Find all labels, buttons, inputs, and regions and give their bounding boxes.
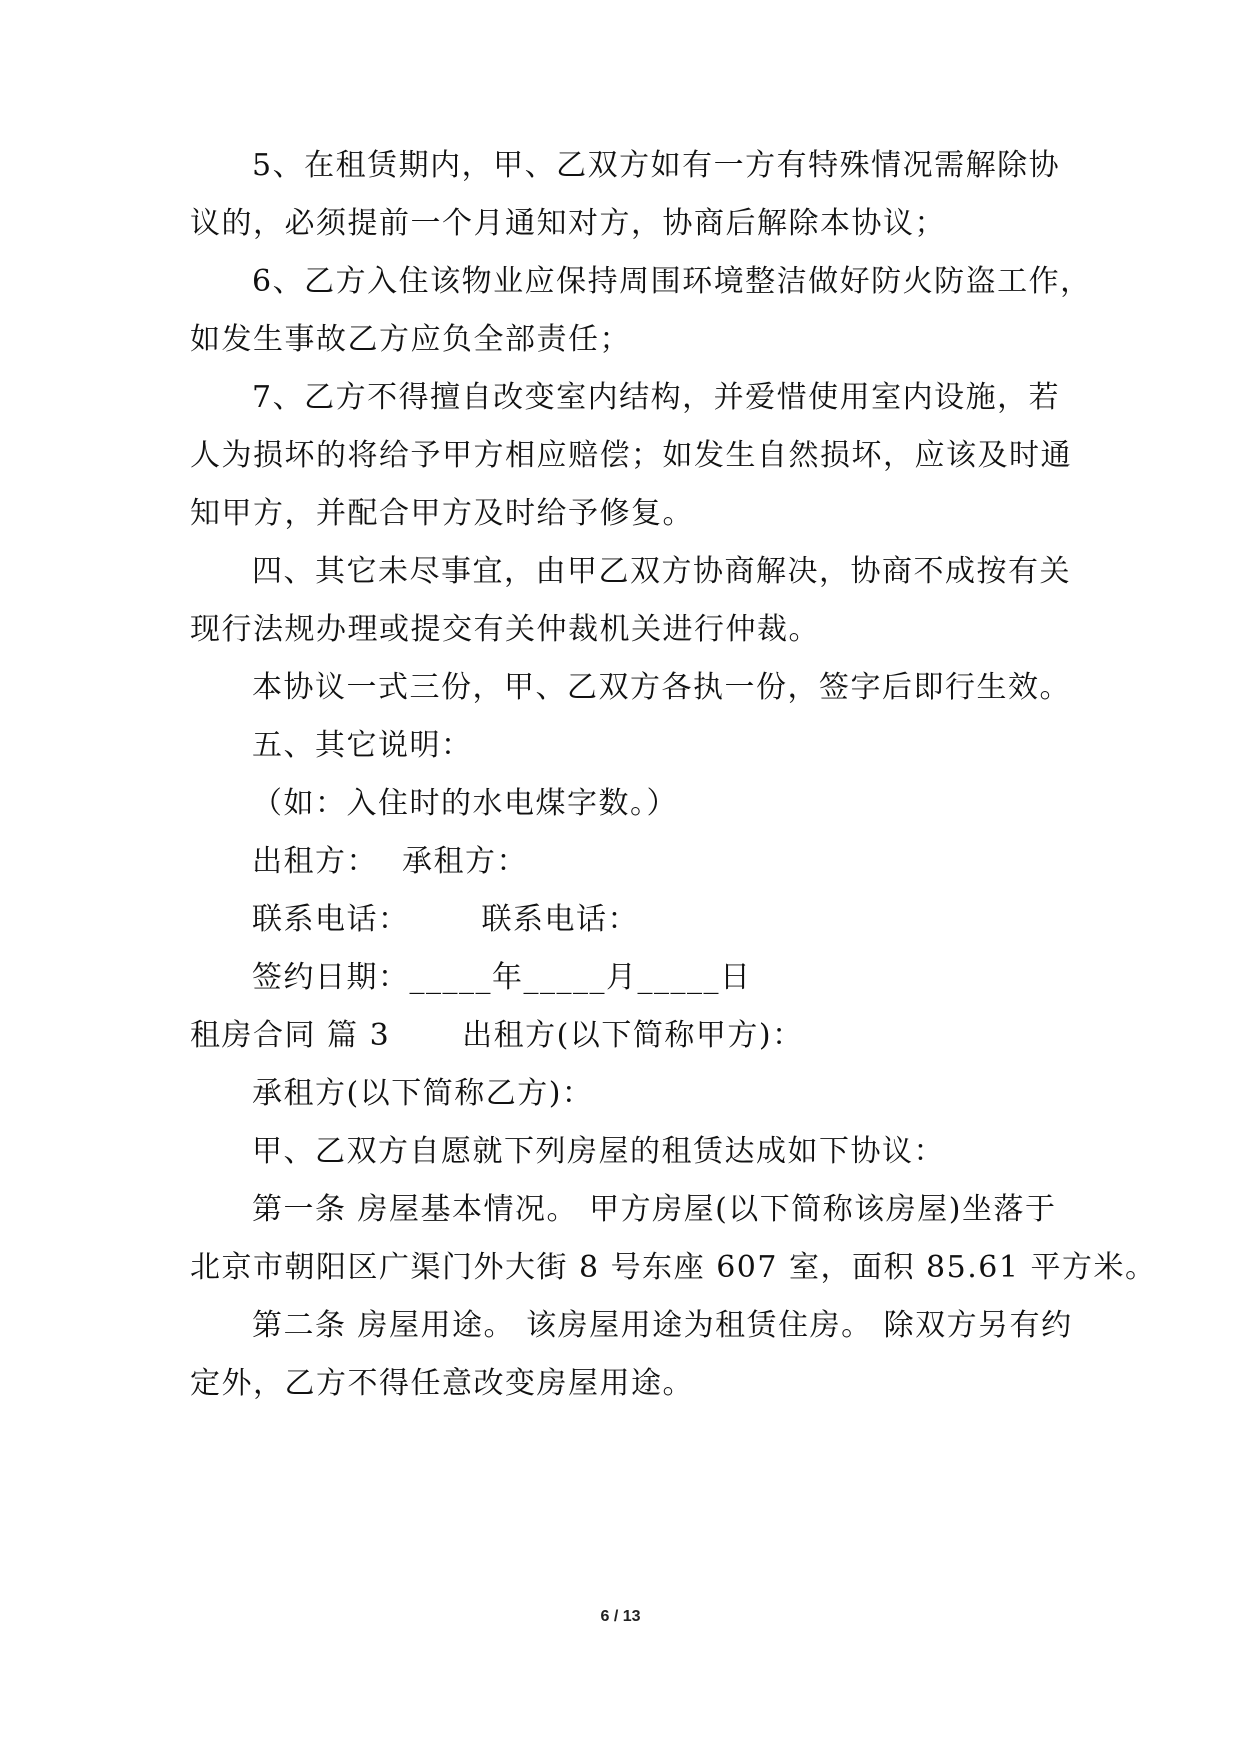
paragraph-line: 议的，必须提前一个月通知对方，协商后解除本协议； [190,206,946,241]
paragraph-line: 5、在租赁期内，甲、乙双方如有一方有特殊情况需解除协 [252,148,1061,183]
article-2-line: 第二条 房屋用途。 该房屋用途为租赁住房。 除双方另有约 [252,1308,1073,1343]
paragraph-line: 6、乙方入住该物业应保持周围环境整洁做好防火防盗工作， [252,264,1092,299]
page-number: 6 / 13 [600,1608,641,1625]
article-1-line: 第一条 房屋基本情况。 甲方房屋(以下简称该房屋)坐落于 [252,1192,1057,1227]
paragraph-line: 人为损坏的将给予甲方相应赔偿；如发生自然损坏，应该及时通 [190,438,1072,473]
paragraph-line: 四、其它未尽事宜，由甲乙双方协商解决，协商不成按有关 [252,554,1071,589]
paragraph-line: 本协议一式三份，甲、乙双方各执一份，签字后即行生效。 [252,670,1071,705]
paragraph-line: 现行法规办理或提交有关仲裁机关进行仲裁。 [190,612,820,647]
paragraph-line: 如发生事故乙方应负全部责任； [190,322,631,357]
phone-label-lessor: 联系电话： [252,902,410,937]
lessor-label: 出租方： [252,844,378,879]
section-title: 租房合同 篇 3 [190,1018,391,1053]
article-2-line: 定外，乙方不得任意改变房屋用途。 [190,1366,694,1401]
paragraph-line: 7、乙方不得擅自改变室内结构，并爱惜使用室内设施，若 [252,380,1061,415]
paragraph-line: 五、其它说明： [252,728,473,763]
contact-phone-line [252,900,1152,940]
section-heading-line [190,1016,1090,1056]
phone-label-lessee: 联系电话： [481,902,639,937]
sign-date-line: 签约日期：_____年_____月_____日 [252,960,752,995]
signature-parties-line [252,842,1152,882]
party-b-label: 承租方(以下简称乙方)： [252,1076,594,1111]
agreement-intro: 甲、乙双方自愿就下列房屋的租赁达成如下协议： [252,1134,945,1169]
party-a-label: 出租方(以下简称甲方)： [462,1018,804,1053]
paragraph-line: 知甲方，并配合甲方及时给予修复。 [190,496,694,531]
paragraph-line: （如：入住时的水电煤字数。） [252,786,678,821]
lessee-label: 承租方： [402,844,528,879]
article-1-line: 北京市朝阳区广渠门外大街 8 号东座 607 室，面积 85.61 平方米。 [190,1250,1157,1285]
